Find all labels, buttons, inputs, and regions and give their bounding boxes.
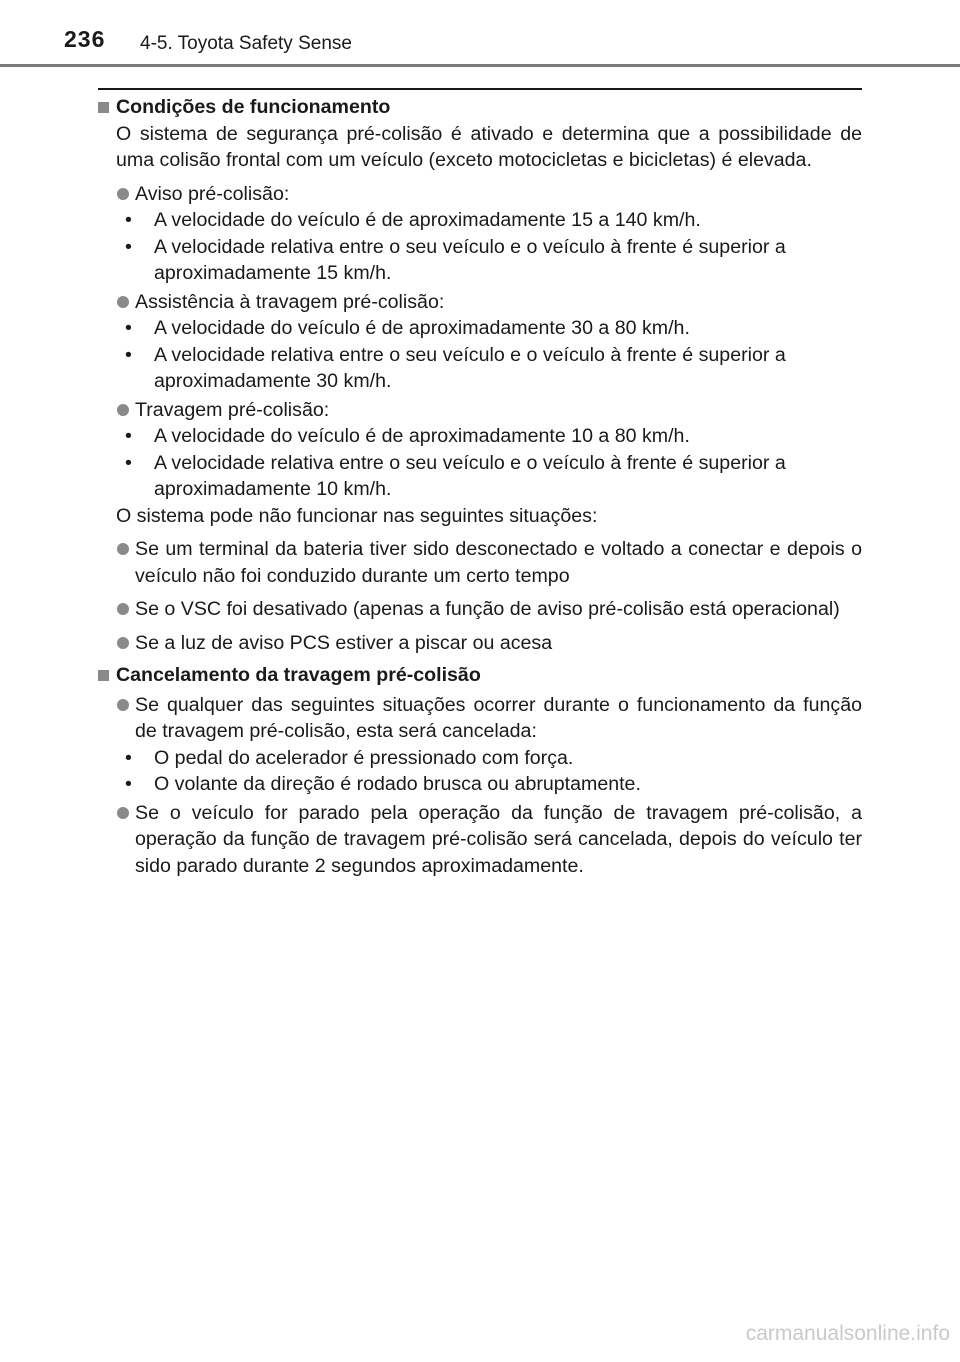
dot-bullet-icon: • [125, 235, 132, 258]
circle-bullet-icon [117, 296, 129, 308]
sub-list-item: • O pedal do acelerador é pressionado com força. [98, 745, 862, 772]
dot-bullet-icon: • [125, 343, 132, 366]
circle-bullet-icon [117, 699, 129, 711]
circle-bullet-icon [117, 404, 129, 416]
square-bullet-icon [98, 102, 109, 113]
circle-bullet-icon [117, 603, 129, 615]
sub-list-item: • A velocidade do veículo é de aproximadamente 15 a 140 km/h. [98, 207, 862, 234]
section-heading: Cancelamento da travagem pré-colisão [98, 662, 862, 689]
page-content [98, 94, 862, 879]
sub-list-item: • A velocidade relativa entre o seu veículo e o veículo à frente é superior a aproximadamente 30 km/h. [125, 343, 786, 392]
list-item: Se o veículo for parado pela operação da função de travagem pré-colisão, a operação da função de travagem pré-colisão será cancelada, depois do veículo ter sido parado durante 2 segundos aproximadamente. [98, 800, 862, 880]
circle-bullet-icon [117, 543, 129, 555]
circle-bullet-icon [117, 807, 129, 819]
dot-bullet-icon: • [125, 317, 132, 339]
dot-bullet-icon: • [125, 209, 132, 231]
list-item: Se a luz de aviso PCS estiver a piscar ou acesa [98, 630, 862, 657]
page-header [0, 0, 960, 64]
sub-list-item: • A velocidade do veículo é de aproximadamente 10 a 80 km/h. [98, 423, 862, 450]
dot-bullet-icon: • [125, 425, 132, 447]
dot-bullet-icon: • [125, 773, 132, 795]
list-item: Assistência à travagem pré-colisão: [98, 289, 862, 316]
sub-list-item: • O volante da direção é rodado brusca ou abruptamente. [98, 771, 862, 798]
list-item: Se o VSC foi desativado (apenas a função de aviso pré-colisão está operacional) [98, 596, 862, 623]
note-paragraph: O sistema pode não funcionar nas seguintes situações: [116, 504, 598, 527]
section-title: 4-5. Toyota Safety Sense [140, 33, 352, 54]
sub-list-item: • A velocidade relativa entre o seu veículo e o veículo à frente é superior a aproximadamente 15 km/h. [125, 235, 786, 284]
intro-paragraph: O sistema de segurança pré-colisão é ativado e determina que a possibilidade de uma colisão frontal com um veículo (exceto motocicletas e bicicletas) é elevada. [116, 122, 862, 171]
header-divider [0, 64, 960, 67]
circle-bullet-icon [117, 637, 129, 649]
list-item: Aviso pré-colisão: [98, 181, 862, 208]
sub-list-item: • A velocidade relativa entre o seu veículo e o veículo à frente é superior a aproximadamente 10 km/h. [125, 451, 786, 500]
list-item: Travagem pré-colisão: [98, 397, 862, 424]
section-heading: Condições de funcionamento [98, 94, 862, 121]
content-divider [98, 88, 862, 90]
circle-bullet-icon [117, 188, 129, 200]
dot-bullet-icon: • [125, 746, 132, 769]
square-bullet-icon [98, 670, 109, 681]
list-item: Se qualquer das seguintes situações ocorrer durante o funcionamento da função de travagem pré-colisão, esta será cancelada: [98, 692, 862, 745]
page-number: 236 [64, 26, 106, 52]
sub-list-item: • A velocidade do veículo é de aproximadamente 30 a 80 km/h. [98, 315, 862, 342]
dot-bullet-icon: • [125, 451, 132, 474]
list-item: Se um terminal da bateria tiver sido desconectado e voltado a conectar e depois o veículo não foi conduzido durante um certo tempo [98, 536, 862, 589]
watermark: carmanualsonline.info [745, 1322, 950, 1345]
